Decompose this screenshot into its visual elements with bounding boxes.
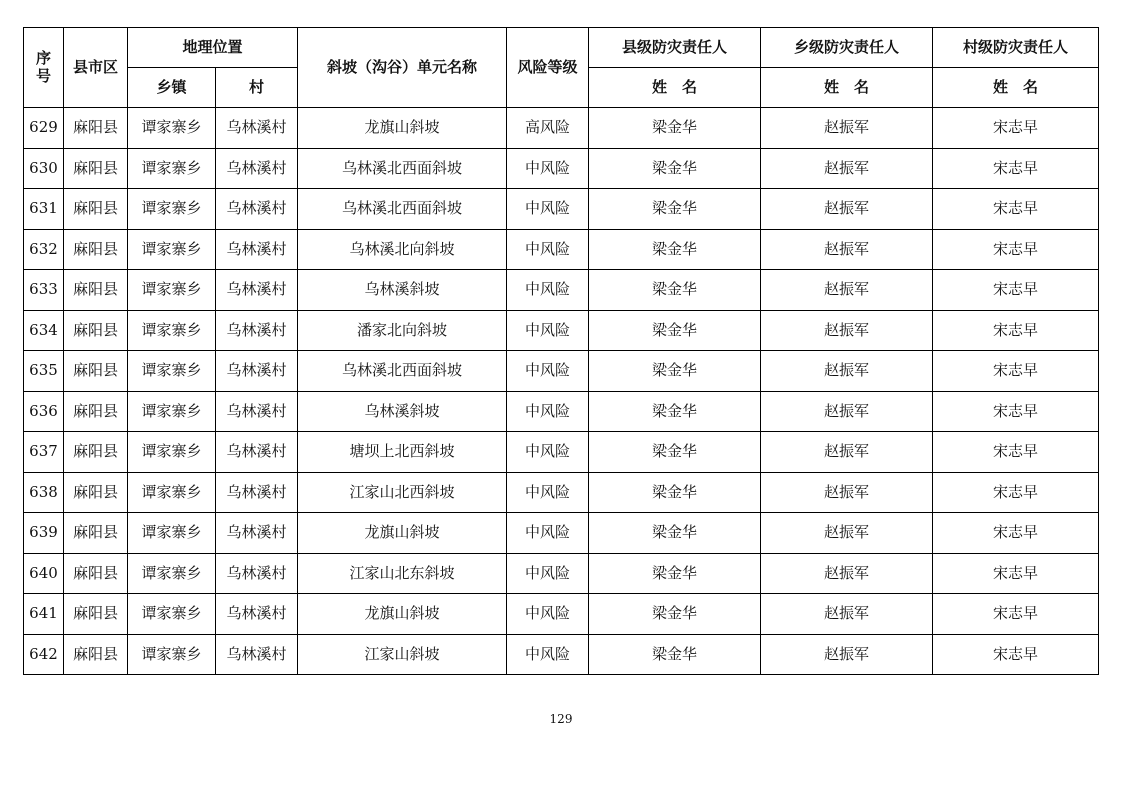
cell-village: 乌林溪村 [216,432,298,473]
cell-risk-level: 中风险 [507,229,589,270]
cell-risk-level: 中风险 [507,351,589,392]
header-slope-name: 斜坡（沟谷）单元名称 [298,28,507,108]
cell-seq: 633 [24,270,64,311]
cell-county-person: 梁金华 [589,148,761,189]
cell-township: 谭家寨乡 [128,148,216,189]
cell-county-person: 梁金华 [589,553,761,594]
cell-village-person: 宋志早 [933,270,1099,311]
cell-slope-name: 潘家北向斜坡 [298,310,507,351]
cell-seq: 636 [24,391,64,432]
cell-township-person: 赵振军 [761,553,933,594]
cell-township-person: 赵振军 [761,189,933,230]
cell-village: 乌林溪村 [216,351,298,392]
cell-slope-name: 乌林溪北西面斜坡 [298,189,507,230]
cell-county: 麻阳县 [64,229,128,270]
cell-county-person: 梁金华 [589,108,761,149]
cell-risk-level: 中风险 [507,148,589,189]
cell-township: 谭家寨乡 [128,432,216,473]
cell-village: 乌林溪村 [216,634,298,675]
cell-village-person: 宋志早 [933,189,1099,230]
cell-village-person: 宋志早 [933,391,1099,432]
cell-village: 乌林溪村 [216,594,298,635]
cell-slope-name: 龙旗山斜坡 [298,108,507,149]
header-county: 县市区 [64,28,128,108]
table-row [24,391,1099,432]
cell-township: 谭家寨乡 [128,553,216,594]
cell-township: 谭家寨乡 [128,391,216,432]
cell-county: 麻阳县 [64,513,128,554]
cell-county-person: 梁金华 [589,229,761,270]
cell-slope-name: 乌林溪北西面斜坡 [298,351,507,392]
cell-township: 谭家寨乡 [128,594,216,635]
cell-county: 麻阳县 [64,351,128,392]
cell-risk-level: 中风险 [507,513,589,554]
cell-county: 麻阳县 [64,553,128,594]
cell-township: 谭家寨乡 [128,189,216,230]
cell-county: 麻阳县 [64,310,128,351]
cell-county: 麻阳县 [64,108,128,149]
cell-seq: 638 [24,472,64,513]
cell-seq: 640 [24,553,64,594]
cell-township-person: 赵振军 [761,594,933,635]
cell-township-person: 赵振军 [761,513,933,554]
table-row [24,634,1099,675]
cell-village: 乌林溪村 [216,513,298,554]
cell-seq: 637 [24,432,64,473]
cell-seq: 634 [24,310,64,351]
header-county-responsible: 县级防灾责任人 [589,28,761,68]
header-village: 村 [216,68,298,108]
header-township-responsible: 乡级防灾责任人 [761,28,933,68]
cell-village-person: 宋志早 [933,634,1099,675]
cell-slope-name: 乌林溪北西面斜坡 [298,148,507,189]
cell-county-person: 梁金华 [589,594,761,635]
cell-seq: 635 [24,351,64,392]
cell-seq: 629 [24,108,64,149]
cell-county: 麻阳县 [64,472,128,513]
cell-township-person: 赵振军 [761,391,933,432]
cell-risk-level: 中风险 [507,634,589,675]
cell-village-person: 宋志早 [933,108,1099,149]
cell-risk-level: 中风险 [507,310,589,351]
cell-risk-level: 高风险 [507,108,589,149]
cell-village: 乌林溪村 [216,108,298,149]
cell-township: 谭家寨乡 [128,351,216,392]
cell-seq: 630 [24,148,64,189]
table-row [24,513,1099,554]
cell-village: 乌林溪村 [216,270,298,311]
cell-slope-name: 江家山北西斜坡 [298,472,507,513]
cell-county: 麻阳县 [64,189,128,230]
table-row [24,472,1099,513]
cell-village-person: 宋志早 [933,229,1099,270]
cell-village: 乌林溪村 [216,472,298,513]
cell-township-person: 赵振军 [761,108,933,149]
cell-county: 麻阳县 [64,634,128,675]
header-county-name: 姓 名 [589,68,761,108]
cell-risk-level: 中风险 [507,594,589,635]
cell-village: 乌林溪村 [216,189,298,230]
cell-risk-level: 中风险 [507,553,589,594]
cell-village: 乌林溪村 [216,391,298,432]
cell-slope-name: 乌林溪北向斜坡 [298,229,507,270]
cell-township: 谭家寨乡 [128,270,216,311]
cell-township: 谭家寨乡 [128,108,216,149]
cell-village-person: 宋志早 [933,594,1099,635]
cell-slope-name: 江家山北东斜坡 [298,553,507,594]
cell-village-person: 宋志早 [933,310,1099,351]
cell-township-person: 赵振军 [761,229,933,270]
cell-village-person: 宋志早 [933,553,1099,594]
cell-village-person: 宋志早 [933,432,1099,473]
cell-seq: 642 [24,634,64,675]
cell-slope-name: 龙旗山斜坡 [298,594,507,635]
cell-risk-level: 中风险 [507,189,589,230]
slope-risk-table [23,27,1099,675]
cell-county-person: 梁金华 [589,472,761,513]
table-row [24,108,1099,149]
cell-county-person: 梁金华 [589,513,761,554]
table-header [24,28,1099,108]
cell-slope-name: 塘坝上北西斜坡 [298,432,507,473]
cell-county: 麻阳县 [64,148,128,189]
cell-township-person: 赵振军 [761,472,933,513]
table-row [24,432,1099,473]
header-village-name: 姓 名 [933,68,1099,108]
table-row [24,310,1099,351]
cell-township-person: 赵振军 [761,351,933,392]
cell-township: 谭家寨乡 [128,229,216,270]
cell-township: 谭家寨乡 [128,513,216,554]
cell-village-person: 宋志早 [933,351,1099,392]
table-row [24,553,1099,594]
header-township: 乡镇 [128,68,216,108]
cell-slope-name: 乌林溪斜坡 [298,391,507,432]
table-row [24,148,1099,189]
cell-seq: 632 [24,229,64,270]
cell-village: 乌林溪村 [216,229,298,270]
header-seq: 序号 [24,28,64,108]
cell-county: 麻阳县 [64,594,128,635]
cell-county-person: 梁金华 [589,310,761,351]
cell-seq: 639 [24,513,64,554]
cell-township-person: 赵振军 [761,148,933,189]
cell-village-person: 宋志早 [933,513,1099,554]
header-township-name: 姓 名 [761,68,933,108]
cell-village-person: 宋志早 [933,148,1099,189]
cell-risk-level: 中风险 [507,391,589,432]
cell-village: 乌林溪村 [216,310,298,351]
table-body [24,108,1099,675]
table-row [24,229,1099,270]
cell-township-person: 赵振军 [761,310,933,351]
page-number: 129 [549,712,573,726]
header-risk-level: 风险等级 [507,28,589,108]
cell-township-person: 赵振军 [761,270,933,311]
table-row [24,270,1099,311]
cell-county-person: 梁金华 [589,189,761,230]
cell-county-person: 梁金华 [589,270,761,311]
cell-village: 乌林溪村 [216,553,298,594]
table-row [24,189,1099,230]
cell-county: 麻阳县 [64,391,128,432]
cell-township: 谭家寨乡 [128,634,216,675]
cell-county-person: 梁金华 [589,634,761,675]
cell-risk-level: 中风险 [507,432,589,473]
cell-township: 谭家寨乡 [128,310,216,351]
table-row [24,351,1099,392]
cell-village: 乌林溪村 [216,148,298,189]
cell-township-person: 赵振军 [761,432,933,473]
cell-slope-name: 江家山斜坡 [298,634,507,675]
cell-slope-name: 龙旗山斜坡 [298,513,507,554]
cell-county-person: 梁金华 [589,391,761,432]
cell-county-person: 梁金华 [589,351,761,392]
cell-village-person: 宋志早 [933,472,1099,513]
cell-township: 谭家寨乡 [128,472,216,513]
table-row [24,594,1099,635]
cell-county: 麻阳县 [64,432,128,473]
cell-county-person: 梁金华 [589,432,761,473]
cell-risk-level: 中风险 [507,270,589,311]
cell-seq: 641 [24,594,64,635]
cell-county: 麻阳县 [64,270,128,311]
cell-risk-level: 中风险 [507,472,589,513]
cell-seq: 631 [24,189,64,230]
cell-slope-name: 乌林溪斜坡 [298,270,507,311]
header-village-responsible: 村级防灾责任人 [933,28,1099,68]
header-location: 地理位置 [128,28,298,68]
cell-township-person: 赵振军 [761,634,933,675]
